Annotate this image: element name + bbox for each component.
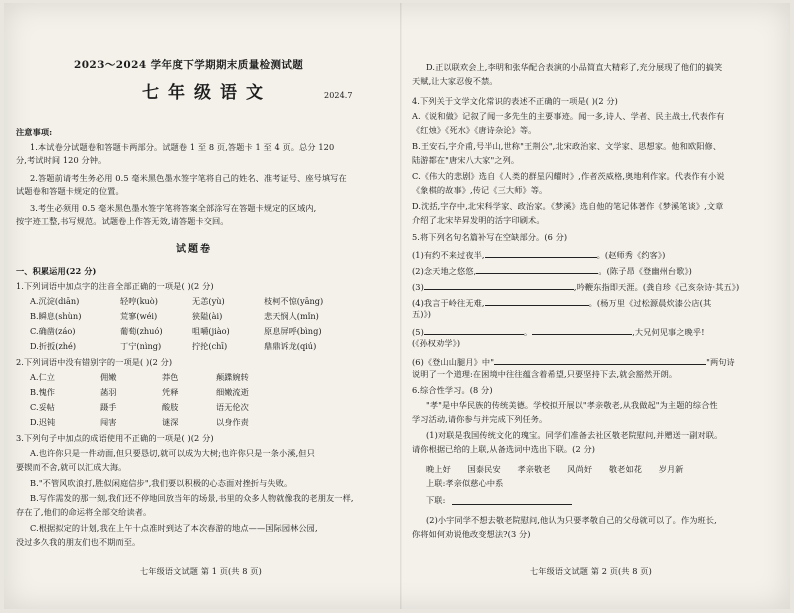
q2-option: 佣嫩 — [100, 372, 117, 382]
q1-option: B.瞬息(shùn) — [30, 311, 82, 321]
recite-tail: ,大兄何见事之晚乎! — [632, 327, 705, 337]
recite-item-6 — [412, 355, 735, 368]
question-6-stem: 6.综合性学习。(8 分) — [412, 385, 493, 395]
q3-line: 存在了,他们的命运将全部交给读者。 — [16, 507, 152, 517]
candidate-words — [426, 464, 698, 475]
recite-prefix: (5) — [412, 327, 424, 337]
q2-option: 以身作责 — [216, 417, 249, 427]
q3-line: 没过多久我的朋友们也不期而至。 — [16, 537, 141, 547]
q2-option: D.迟钝 — [30, 417, 56, 427]
exam-date: 2024.7 — [324, 91, 353, 100]
q1-option: 咀嚼(jiào) — [192, 326, 230, 336]
note-line: 试题卷和答题卡规定的位置。 — [16, 186, 124, 196]
q2-option: 莽色 — [162, 372, 179, 382]
recite-prefix: (2)念天地之悠悠, — [412, 266, 477, 276]
q1-option: 轻哼(kuò) — [120, 296, 158, 306]
q6-line: 请你根据已给的上联,从备选词中选出下联。(2 分) — [412, 444, 596, 454]
q2-option: 酸肢 — [162, 402, 179, 412]
q1-option: 葡萄(zhuó) — [120, 326, 163, 336]
answer-blank[interactable] — [476, 264, 598, 274]
page-fold — [400, 3, 402, 609]
candidate-word[interactable]: 岁月新 — [658, 464, 684, 474]
recite-item-5 — [412, 325, 705, 338]
question-1-stem: 1.下列词语中加点字的注音全部正确的一项是( )(2 分) — [16, 281, 214, 291]
q2-option: 谜深 — [162, 417, 179, 427]
exam-sheet — [4, 3, 790, 609]
note-line: 分,考试时间 120 分钟。 — [16, 155, 107, 165]
answer-blank[interactable] — [485, 248, 597, 258]
question-2-stem: 2.下列词语中没有错别字的一项是( )(2 分) — [16, 357, 173, 367]
q1-option: 原息屏呼(bìng) — [264, 326, 322, 336]
q3-option-d: D.正以联欢会上,李明和张华配合表演的小品简直大精彩了,充分展现了他们的搞笑 — [426, 62, 723, 72]
q3-line: B."不管风吹浪打,胜似闲庭信步",我们要以积极的心态面对挫折与失败。 — [30, 478, 293, 488]
q1-option: 无恙(yù) — [192, 296, 225, 306]
section-title: 试题卷 — [176, 244, 212, 255]
note-line: 按字迹工整,书写规范。试题卷上作答无效,请答题卡交回。 — [16, 216, 229, 226]
q2-option: 闯害 — [100, 417, 117, 427]
q4-line: 陆游都在"唐宋八大家"之列。 — [412, 155, 520, 165]
note-line: 2.答题前请考生务必用 0.5 毫米黑色墨水签字笔将自己的姓名、准考证号、座号填写在 — [30, 173, 347, 183]
recite-prefix: (4)我言于岭往无难, — [412, 298, 485, 308]
q1-option: 拧抡(chī) — [192, 341, 228, 351]
recite-prefix: (1)有约不来过夜半, — [412, 250, 485, 260]
candidate-word[interactable]: 国泰民安 — [467, 464, 501, 474]
q1-option: 悲天悯人(mǐn) — [264, 311, 319, 321]
page-footer: 七年级语文试题 第 1 页(共 8 页) — [140, 566, 262, 576]
q6-line: "孝"是中华民族的传统美德。学校拟开展以"孝亲敬老,从我做起"为主题的综合性 — [426, 400, 718, 410]
q1-option: 鼎鼎诉龙(qiú) — [264, 341, 317, 351]
q1-option: 枝柯不惊(yāng) — [264, 296, 324, 306]
q1-option: D.折扳(zhé) — [30, 341, 77, 351]
candidate-word[interactable]: 风尚好 — [567, 464, 593, 474]
q2-option: 凭释 — [162, 387, 179, 397]
q4-line: D.沈括,字存中,北宋科学家、政治家。《梦溪》选自他的笔记体著作《梦溪笔谈》,文章 — [412, 201, 724, 211]
q4-line: A.《说和做》记叙了闻一多先生的主要事迹。闻一多,诗人、学者、民主战士,代表作有 — [412, 111, 725, 121]
question-4-stem: 4.下列关于文学文化常识的表述不正确的一项是( )(2 分) — [412, 96, 618, 106]
note-line: 3.考生必须用 0.5 毫米黑色墨水签字笔将答案全部涂写在答题卡规定的区域内, — [30, 203, 317, 213]
q2-option: 语无伦次 — [216, 402, 249, 412]
recite-item-4-cont: 五)》) — [412, 309, 432, 319]
subject-title: 七年级语文 — [142, 83, 272, 103]
recite-suffix: ,吟鞭东指即天涯。(龚自珍《己亥杂诗·其五》) — [573, 282, 740, 292]
page-left — [16, 3, 392, 609]
recite-prefix: (6)《登山山腿月》中" — [412, 357, 495, 367]
q4-line: B.王安石,字介甫,号半山,世称"王荆公",北宋政治家、文学家、思想家。他和欧阳修、 — [412, 141, 722, 151]
q1-option: 狭隘(ài) — [192, 311, 223, 321]
candidate-word[interactable]: 晚上好 — [426, 464, 451, 474]
q3-line: 要锲而不舍,就可以汇成大海。 — [16, 462, 127, 472]
recite-item-3 — [412, 280, 739, 293]
page-footer: 七年级语文试题 第 2 页(共 8 页) — [530, 566, 652, 576]
recite-suffix: 。(杨万里《过松源晨炊漆公店(其 — [588, 298, 712, 308]
q3-line: A.也许你只是一件动面,但只要恳切,就可以成为大树;也许你只是一条小溪,但只 — [30, 448, 315, 458]
recite-prefix: (3) — [412, 282, 424, 292]
q6-line: (1)对联是我国传统文化的瑰宝。同学们准备去社区敬老院慰问,并赠送一副对联。 — [426, 430, 723, 440]
q4-line: 介绍了北宋毕昇发明的活字印刷术。 — [412, 215, 545, 225]
part-title: 一、积累运用(22 分) — [16, 266, 97, 276]
q6-sub2-cont: 你将如何劝说他改变想法?(3 分) — [412, 529, 531, 539]
notes-heading: 注意事项: — [16, 127, 53, 137]
answer-blank[interactable] — [485, 296, 589, 306]
lower-couplet-label: 下联: — [426, 495, 446, 505]
exam-title: 2023～2024 学年度下学期期末质量检测试题 — [74, 59, 304, 71]
answer-blank[interactable] — [494, 355, 706, 365]
q1-option: 荒寥(wéi) — [120, 311, 158, 321]
q1-option: C.确凿(záo) — [30, 326, 76, 336]
recite-item-6-cont: 说明了一个道理:在困境中往往蕴含着希望,只要坚持下去,就会豁然开朗。 — [412, 369, 678, 379]
recite-suffix: 。(赵师秀《约客》) — [596, 250, 666, 260]
question-5-stem: 5.将下列名句名篇补写在空缺部分。(6 分) — [412, 232, 568, 242]
candidate-word[interactable]: 孝亲敬老 — [517, 464, 551, 474]
q2-option: A.仁立 — [30, 372, 55, 382]
recite-item-5-cont: (《孙权劝学》) — [412, 338, 461, 348]
q2-option: 颠蹀婉转 — [216, 372, 249, 382]
q4-line: 《象棋的故事》,传记《三大师》等。 — [412, 185, 548, 195]
q1-option: 丁宁(nìng) — [120, 341, 162, 351]
recite-item-4 — [412, 296, 711, 309]
note-line: 1.本试卷分试题卷和答题卡两部分。试题卷 1 至 8 页,答题卡 1 至 4 页。总分 120 — [30, 142, 335, 152]
q2-option: B.愧作 — [30, 387, 55, 397]
q4-line: C.《伟大的悲剧》选自《人类的群星闪耀时》,作者茨威格,奥地利作家。代表作有小说 — [412, 171, 725, 181]
q3-line: C.根据拟定的计划,我在上午十点准时到达了本次春游的地点——国际园林公园, — [30, 523, 318, 533]
q2-option: 菡羽 — [100, 387, 117, 397]
q6-line: 学习活动,请你参与并完成下列任务。 — [412, 414, 548, 424]
q3-option-d-cont: 天赋,让大家忍俊不禁。 — [412, 76, 498, 86]
q1-option: A.沉淀(diān) — [30, 296, 80, 306]
question-3-stem: 3.下列句子中加点的成语使用不正确的一项是( )(2 分) — [16, 433, 214, 443]
recite-suffix: 。(陈子昂《登幽州台歌》) — [598, 266, 692, 276]
recite-item-2 — [412, 264, 692, 277]
recite-suffix: 。 — [523, 327, 533, 337]
page-right — [412, 3, 784, 609]
answer-blank[interactable] — [532, 325, 632, 335]
q3-line: B.写作需发的那一刻,我们还不停地回放当年的场景,书里的众多人物就像我的老朋友一样, — [30, 493, 354, 503]
candidate-word[interactable]: 敬老如花 — [608, 464, 643, 474]
recite-suffix: "两句诗 — [706, 357, 735, 367]
q2-option: C.妥帖 — [30, 402, 55, 412]
recite-item-1 — [412, 248, 665, 261]
answer-blank[interactable] — [424, 280, 574, 290]
upper-couplet: 上联:孝亲似慈心中系 — [426, 478, 504, 488]
q6-sub2: (2)小宇同学不想去敬老院慰问,他认为只要孝敬自己的父母就可以了。作为班长, — [426, 515, 717, 525]
q4-line: 《红烛》《死水》《唐诗杂论》等。 — [412, 125, 537, 135]
answer-blank[interactable] — [424, 325, 524, 335]
lower-couplet-blank[interactable] — [452, 504, 572, 505]
q2-option: 蹑手 — [100, 402, 117, 412]
q2-option: 细嫩流逝 — [216, 387, 249, 397]
